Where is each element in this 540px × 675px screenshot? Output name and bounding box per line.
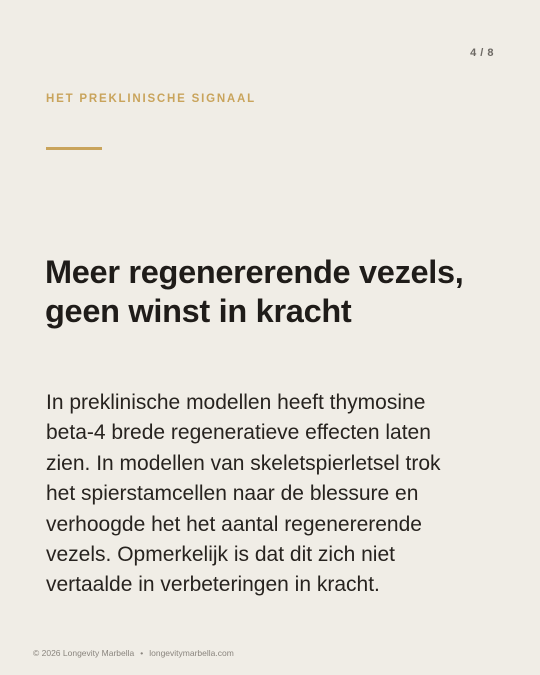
body-line-2: beta-4 brede regeneratieve effecten laten [46, 421, 431, 445]
body-line-5: verhoogde het het aantal regenererende [46, 512, 422, 536]
title-line-1: Meer regenererende vezels, [45, 254, 464, 290]
body-line-1: In preklinische modellen heeft thymosine [46, 391, 426, 414]
body-line-7: vertaalde in verbeteringen in kracht. [46, 573, 380, 597]
footer-website-link[interactable]: longevitymarbella.com [149, 648, 234, 658]
section-eyebrow: HET PREKLINISCHE SIGNAAL [46, 93, 256, 105]
page-counter: 4 / 8 [470, 47, 494, 59]
body-line-3: zien. In modellen van skeletspierletsel trok [46, 451, 441, 475]
accent-divider [46, 147, 102, 150]
footer-separator: • [140, 648, 144, 658]
body-line-4: het spierstamcellen naar de blessure en [46, 482, 419, 506]
body-line-6: vezels. Opmerkelijk is dat dit zich niet [46, 543, 395, 567]
footer-copyright: © 2026 Longevity Marbella [33, 648, 135, 658]
body-paragraph [46, 388, 506, 601]
page-title [45, 253, 515, 331]
title-line-2: geen winst in kracht [45, 293, 352, 329]
footer [33, 648, 234, 658]
